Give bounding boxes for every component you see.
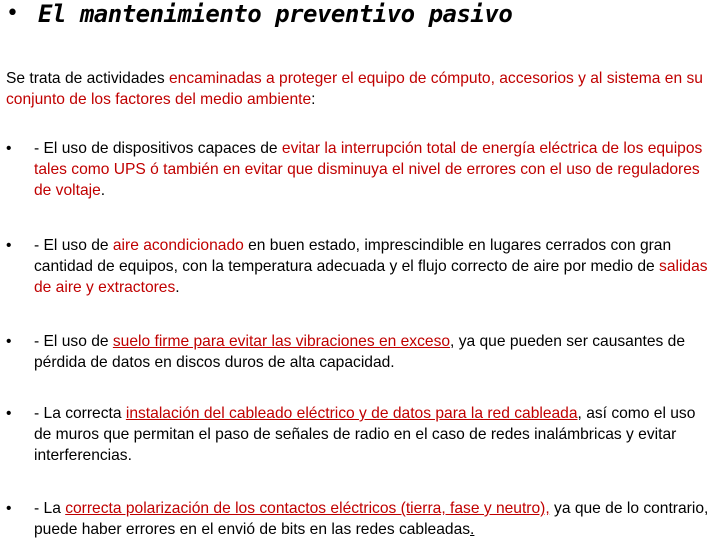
bullet-marker: • [6, 500, 12, 517]
bullet-item-cabling [6, 403, 716, 473]
bullet-marker: • [6, 405, 12, 422]
item-text-plain: ya que de lo contrario, puede haber errores en el envió de bits en las redes cableadas [34, 500, 709, 538]
item-text-plain: - El uso de dispositivos capaces de [34, 140, 282, 157]
bullet-item-air-conditioning [6, 235, 716, 305]
item-text-plain: . [175, 279, 180, 296]
intro-paragraph [6, 68, 716, 110]
bullet-item-text [34, 138, 717, 201]
bullet-item-text [34, 403, 717, 466]
intro-text-highlight: encaminadas a proteger el equipo de cómputo, accesorios y al sistema en su conjunto de los factores del medio ambiente [6, 70, 703, 108]
title-text: El mantenimiento preventivo pasivo [38, 0, 513, 28]
item-text-highlight: aire acondicionado [112, 237, 244, 254]
item-text-highlight: salidas de aire y extractores [34, 258, 708, 296]
bullet-item-text [34, 498, 717, 540]
item-text-plain: en buen estado, imprescindible en lugares cerrados con gran cantidad de equipos, con la temperatura adecuada y el flujo correcto de aire por medio de [34, 237, 672, 275]
item-text-highlight: instalación del cableado eléctrico y de datos para la red cableada [125, 405, 578, 422]
bullet-item-text [34, 235, 717, 298]
item-text-plain: , ya que pueden ser causantes de pérdida de datos en discos duros de alta capacidad. [34, 333, 685, 371]
item-text-plain: - El uso de [34, 333, 113, 350]
item-text-plain: - La correcta [34, 405, 126, 422]
item-text-plain: - El uso de [34, 237, 113, 254]
bullet-item-polarization [6, 498, 716, 540]
bullet-item-ups [6, 138, 716, 208]
item-text-period: . [470, 521, 475, 538]
intro-text-colon: : [311, 91, 316, 108]
item-text-highlight: evitar la interrupción total de energía eléctrica de los equipos tales como UPS ó también en evitar que disminuya el nivel de errores con el uso de reguladores de voltaje [34, 140, 703, 199]
bullet-item-firm-floor [6, 331, 716, 401]
intro-text-plain: Se trata de actividades [6, 70, 169, 87]
item-text-plain: . [100, 182, 106, 199]
bullet-marker: • [6, 333, 12, 350]
item-text-plain: , así como el uso de muros que permitan el paso de señales de radio en el caso de redes inalámbricas y evitar interferencias. [34, 405, 696, 464]
item-text-plain: - La [34, 500, 66, 517]
item-text-highlight: suelo firme para evitar las vibraciones en exceso [112, 333, 451, 350]
bullet-marker: • [6, 140, 12, 157]
bullet-item-text [34, 331, 717, 373]
title-bullet: • [6, 1, 19, 26]
bullet-marker: • [6, 237, 12, 254]
slide-title [6, 0, 716, 34]
item-text-highlight: correcta polarización de los contactos eléctricos (tierra, fase y neutro), [65, 500, 550, 517]
